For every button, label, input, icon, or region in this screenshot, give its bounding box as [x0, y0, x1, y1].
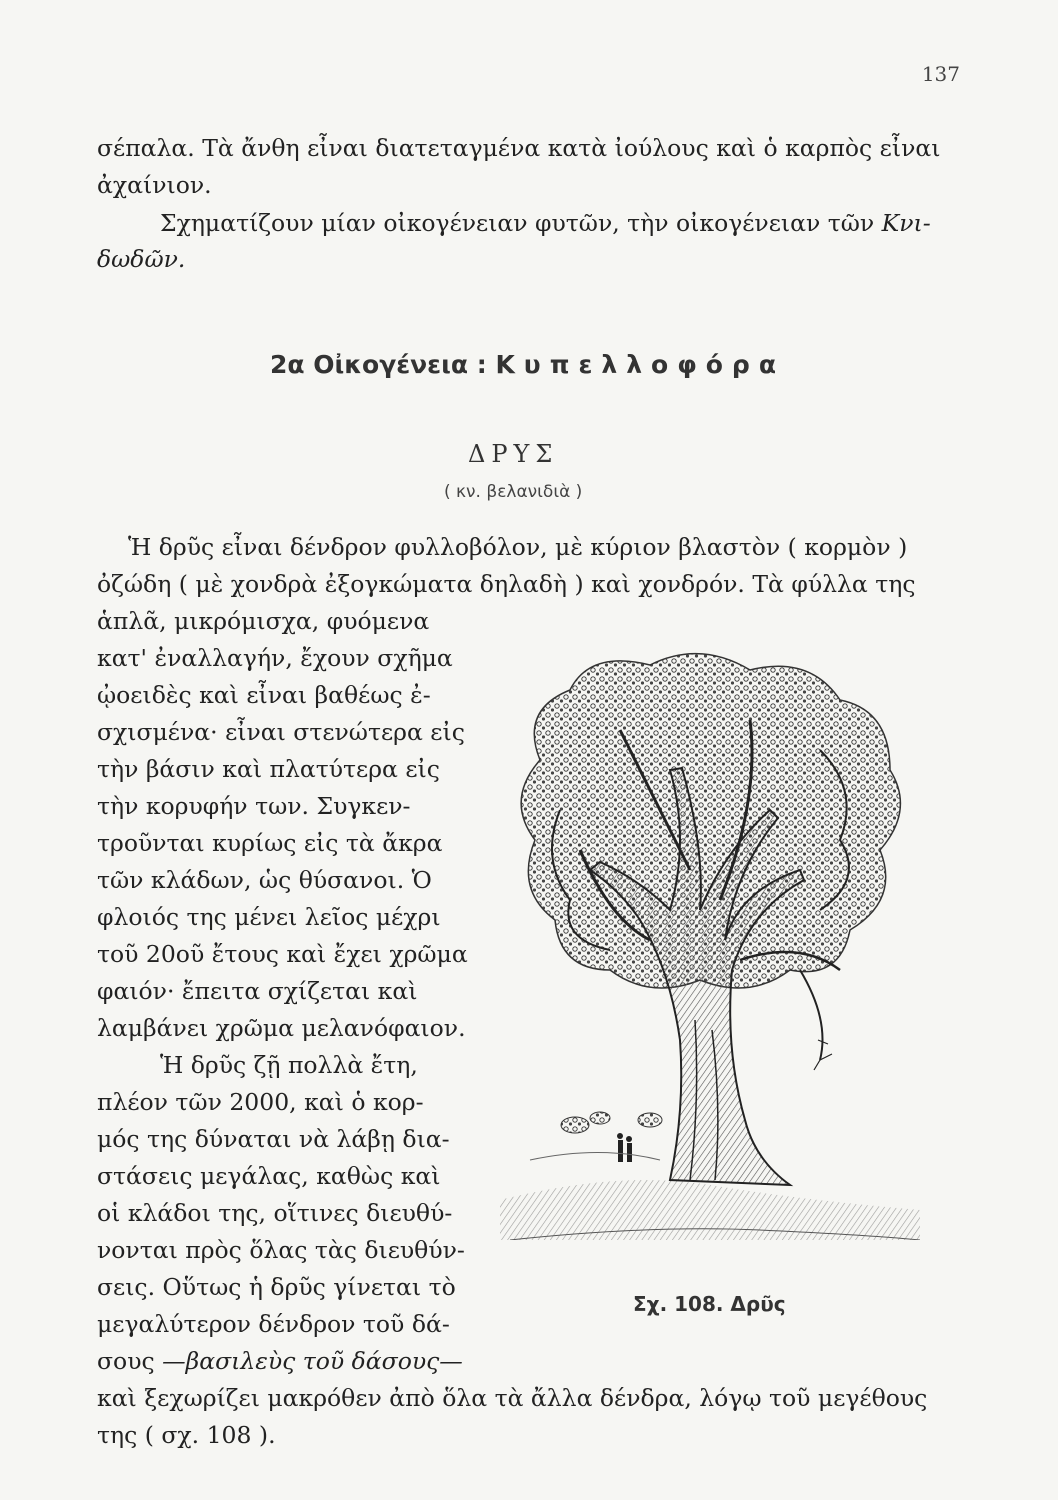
column-line: σχισμένα· εἶναι στενώτερα εἰς	[97, 718, 465, 746]
column-line: τῶν κλάδων, ὡς θύσανοι. Ὁ	[97, 866, 432, 894]
column-line: οἱ κλάδοι της, οἵτινες διευθύ-	[97, 1199, 453, 1227]
column-line: τροῦνται κυρίως εἰς τὰ ἄκρα	[97, 829, 443, 857]
column-line: πλέον τῶν 2000, καὶ ὁ κορ-	[97, 1088, 424, 1116]
column-line: τὴν κορυφήν των. Συγκεν-	[97, 792, 411, 820]
full-line-1: Ἡ δρῦς εἶναι δένδρον φυλλοβόλον, μὲ κύριον βλαστὸν ( κορμὸν )	[128, 533, 908, 561]
column-line: ἁπλᾶ, μικρόμισχα, φυόμενα	[97, 607, 430, 635]
column-line: τὴν βάσιν καὶ πλατύτερα εἰς	[97, 755, 440, 783]
column-line: φλοιός της μένει λεῖος μέχρι	[97, 903, 441, 931]
intro-line-4: δωδῶν.	[97, 245, 186, 273]
genus-heading: ΔΡΥΣ	[468, 440, 559, 468]
common-name: ( κν. βελανιδιὰ )	[444, 482, 583, 502]
column-line-last	[97, 1346, 463, 1376]
column-line: μός της δύναται νὰ λάβῃ δια-	[97, 1125, 450, 1153]
closing-line-2: της ( σχ. 108 ).	[97, 1421, 276, 1449]
oak-tree-illustration	[500, 640, 920, 1240]
column-last-italic: —βασιλεὺς τοῦ δάσους—	[162, 1347, 463, 1375]
column-last-prefix: σους	[97, 1347, 163, 1375]
column-line: τοῦ 20οῦ ἔτους καὶ ἔχει χρῶμα	[97, 940, 468, 968]
column-line: λαμβάνει χρῶμα μελανόφαιον.	[97, 1014, 466, 1042]
intro-line-1: σέπαλα. Τὰ ἄνθη εἶναι διατεταγμένα κατὰ ἰούλους καὶ ὁ καρπὸς εἶναι	[97, 134, 941, 162]
intro-italic: Κνι-	[881, 209, 931, 237]
page-number: 137	[921, 62, 960, 86]
figure-caption: Σχ. 108. Δρῦς	[633, 1292, 786, 1316]
column-line: νονται πρὸς ὅλας τὰς διευθύν-	[97, 1236, 465, 1264]
intro-line-3-text: Σχηματίζουν μίαν οἰκογένειαν φυτῶν, τὴν οἰκογένειαν τῶν	[160, 209, 882, 237]
column-line: ᾠοειδὲς καὶ εἶναι βαθέως ἐ-	[97, 681, 431, 709]
column-line: φαιόν· ἔπειτα σχίζεται καὶ	[97, 977, 418, 1005]
intro-line-3	[160, 208, 931, 238]
column-line: στάσεις μεγάλας, καθὼς καὶ	[97, 1162, 441, 1190]
column-line: κατ' ἐναλλαγήν, ἔχουν σχῆμα	[97, 644, 453, 672]
column-line: Ἡ δρῦς ζῇ πολλὰ ἔτη,	[160, 1051, 418, 1079]
family-heading-name: Κυπελλοφόρα	[495, 350, 786, 379]
closing-line-1: καὶ ξεχωρίζει μακρόθεν ἀπὸ ὅλα τὰ ἄλλα δένδρα, λόγῳ τοῦ μεγέθους	[97, 1384, 928, 1412]
column-line: σεις. Οὕτως ἡ δρῦς γίνεται τὸ	[97, 1273, 456, 1301]
column-line: μεγαλύτερον δένδρον τοῦ δά-	[97, 1310, 450, 1338]
intro-line-2: ἀχαίνιον.	[97, 171, 212, 199]
family-heading-prefix: 2α Οἰκογένεια :	[270, 350, 487, 379]
family-heading	[270, 350, 785, 379]
full-line-2: ὀζώδη ( μὲ χονδρὰ ἐξογκώματα δηλαδὴ ) καὶ χονδρόν. Τὰ φύλλα της	[97, 570, 916, 598]
